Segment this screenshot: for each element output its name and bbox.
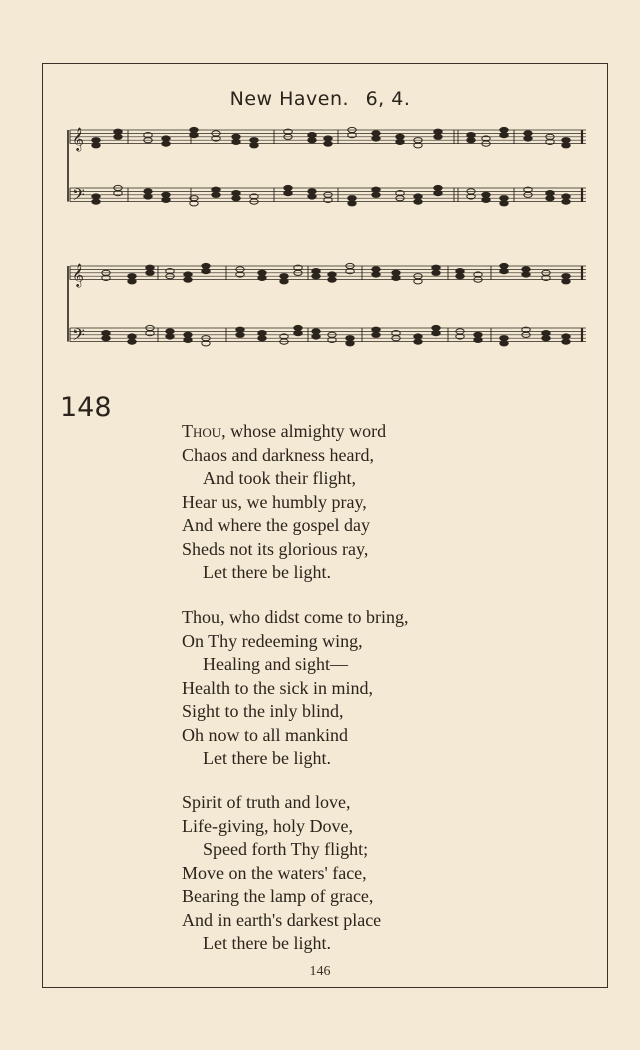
stanza-line: Move on the waters' face, [182,862,367,883]
note-head [92,199,100,204]
note-head [500,196,508,201]
note-head [562,194,570,199]
note-head [456,269,464,274]
tune-name: New Haven. [229,88,350,110]
note-head [522,267,530,272]
note-head [372,131,380,136]
note-head [294,325,302,330]
stanza-line: Speed forth Thy flight; [203,839,369,859]
note-head [372,327,380,332]
stanza-line: On Thy redeeming wing, [182,630,363,651]
drop-word-initial: T [182,421,193,441]
bass-clef: 𝄢 [72,184,85,209]
note-head [500,263,508,268]
stanza-line: Sheds not its glorious ray, [182,538,369,559]
note-head [324,141,332,146]
stanza-line: And where the gospel day [182,515,370,535]
note-head [372,187,380,192]
note-head [522,272,530,277]
note-head [414,194,422,199]
note-head [202,269,210,274]
note-head [184,332,192,337]
note-head [166,334,174,339]
note-head [190,127,198,132]
note-head [232,191,240,196]
note-head [467,138,475,143]
note-head [542,336,550,341]
note-head [562,339,570,344]
note-head [542,331,550,336]
note-head [414,199,422,204]
note-head [102,336,110,341]
stanza-1 [182,420,386,585]
note-head [308,138,316,143]
stanza-line: Let there be light. [203,933,331,953]
note-head [184,337,192,342]
note-head [396,139,404,144]
note-head [432,270,440,275]
note-head [114,134,122,139]
stanza-line: Health to the sick in mind, [182,677,373,698]
note-head [146,270,154,275]
note-head [414,339,422,344]
note-head [212,187,220,192]
note-head [434,185,442,190]
stanza-line: Let there be light. [203,748,331,768]
music-score [66,118,590,370]
note-head [162,136,170,141]
stanza-line: And in earth's darkest place [182,909,382,930]
note-head [562,279,570,284]
note-head [328,272,336,277]
stanza-line: Hear us, we humbly pray, [182,491,367,512]
note-head [312,269,320,274]
note-head [232,134,240,139]
note-head [348,196,356,201]
note-head [128,279,136,284]
note-head [312,274,320,279]
note-head [162,197,170,202]
note-head [456,274,464,279]
note-head [144,194,152,199]
note-head [258,331,266,336]
stanza-line: Let there be light. [203,562,331,582]
drop-word-rest: hou, [193,421,226,441]
note-head [500,133,508,138]
note-head [434,129,442,134]
note-head [392,275,400,280]
note-head [432,325,440,330]
note-head [184,277,192,282]
treble-clef: 𝄞 [72,262,84,287]
note-head [258,336,266,341]
note-head [92,194,100,199]
note-head [128,334,136,339]
note-head [258,270,266,275]
note-head [346,336,354,341]
stanza-line: Healing and sight— [203,654,348,674]
note-head [372,272,380,277]
note-head [546,191,554,196]
note-head [294,331,302,336]
stanza-line: Thou, who didst come to bring, [182,607,409,627]
note-head [474,332,482,337]
note-head [308,189,316,194]
note-head [312,334,320,339]
note-head [232,196,240,201]
stanza-line [182,420,386,444]
stanza-line: Bearing the lamp of grace, [182,886,374,906]
note-head [202,263,210,268]
stanza-line: Sight to the inly blind, [182,701,344,721]
tune-title [0,88,640,110]
note-head [500,341,508,346]
note-head [434,134,442,139]
note-head [562,199,570,204]
note-head [236,332,244,337]
note-head [500,201,508,206]
note-head [500,127,508,132]
note-head [128,274,136,279]
note-head [546,196,554,201]
note-head [328,277,336,282]
note-head [500,269,508,274]
note-head [232,139,240,144]
note-head [562,274,570,279]
note-head [308,133,316,138]
note-head [432,331,440,336]
note-head [166,329,174,334]
note-head [524,136,532,141]
note-head [250,143,258,148]
note-head [144,189,152,194]
note-head [482,192,490,197]
note-head [92,138,100,143]
note-head [236,327,244,332]
stanza-line: Life-giving, holy Dove, [182,815,353,836]
note-head [562,138,570,143]
tune-meter: 6, 4. [365,88,411,110]
note-head [280,279,288,284]
stanza-line: Chaos and darkness heard, [182,444,374,465]
note-head [162,141,170,146]
note-head [284,185,292,190]
note-head [562,334,570,339]
note-head [372,136,380,141]
note-head [184,272,192,277]
note-head [562,143,570,148]
note-head [258,275,266,280]
note-head [372,332,380,337]
hymn-number: 148 [60,392,112,423]
note-head [396,134,404,139]
note-head [524,131,532,136]
note-head [392,270,400,275]
stanza-3 [182,791,381,956]
note-head [284,191,292,196]
note-head [372,192,380,197]
note-head [312,329,320,334]
stanza-2 [182,606,408,771]
note-head [250,138,258,143]
note-head [474,337,482,342]
note-head [280,274,288,279]
note-head [308,194,316,199]
note-head [482,197,490,202]
note-head [432,265,440,270]
first-line-rest: whose almighty word [225,421,387,441]
note-head [102,331,110,336]
note-head [346,341,354,346]
note-head [324,136,332,141]
note-head [114,129,122,134]
bass-clef: 𝄢 [72,324,85,349]
note-head [162,192,170,197]
note-head [372,267,380,272]
note-head [212,192,220,197]
note-head [190,133,198,138]
stanza-line: Spirit of truth and love, [182,792,351,812]
stanza-line: And took their flight, [203,468,356,488]
note-head [92,143,100,148]
note-head [414,334,422,339]
note-head [348,201,356,206]
note-head [128,339,136,344]
note-head [467,133,475,138]
treble-clef: 𝄞 [72,126,84,151]
page-number: 146 [309,964,331,979]
note-head [500,336,508,341]
note-head [146,265,154,270]
note-head [434,191,442,196]
stanza-line: Oh now to all mankind [182,724,348,745]
